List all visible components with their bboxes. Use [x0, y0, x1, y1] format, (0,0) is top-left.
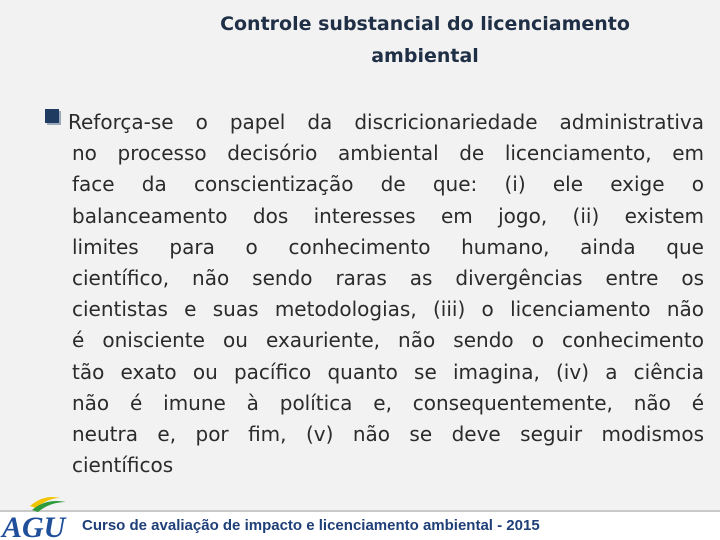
slide-title-line: Controle substancial do licenciamento: [220, 13, 630, 35]
paragraph-line: Reforça-se o papel da discricionariedade administrativa: [68, 110, 704, 134]
bullet-square-icon: [45, 109, 59, 123]
paragraph-line: limites para o conhecimento humano, ainda que: [72, 234, 704, 259]
paragraph-line: cientistas e suas metodologias, (iii) o licenciamento não: [72, 297, 704, 322]
slide-title: [160, 8, 690, 72]
paragraph-line: face da conscientização de que: (i) ele exige o: [72, 172, 704, 197]
paragraph-line: é onisciente ou exauriente, não sendo o conhecimento: [72, 328, 704, 353]
logo-text: AGU: [2, 511, 66, 540]
paragraph-line: neutra e, por fim, (v) não se deve seguir modismos: [72, 422, 704, 447]
paragraph-line: no processo decisório ambiental de licenciamento, em: [72, 141, 704, 166]
paragraph-line: científico, não sendo raras as divergências entre os: [72, 266, 704, 291]
paragraph-line: tão exato ou pacífico quanto se imagina, (iv) a ciência: [72, 359, 704, 384]
slide-title-line: ambiental: [371, 45, 479, 67]
paragraph-line: balanceamento dos interesses em jogo, (ii) existem: [72, 203, 704, 228]
footer-caption: Curso de avaliação de impacto e licenciamento ambiental - 2015: [82, 517, 540, 534]
paragraph-line: científicos: [72, 453, 174, 478]
agu-logo: [0, 492, 80, 540]
bullet-paragraph: [68, 107, 704, 481]
paragraph-line: não é imune à política e, consequentemente, não é: [72, 390, 704, 415]
